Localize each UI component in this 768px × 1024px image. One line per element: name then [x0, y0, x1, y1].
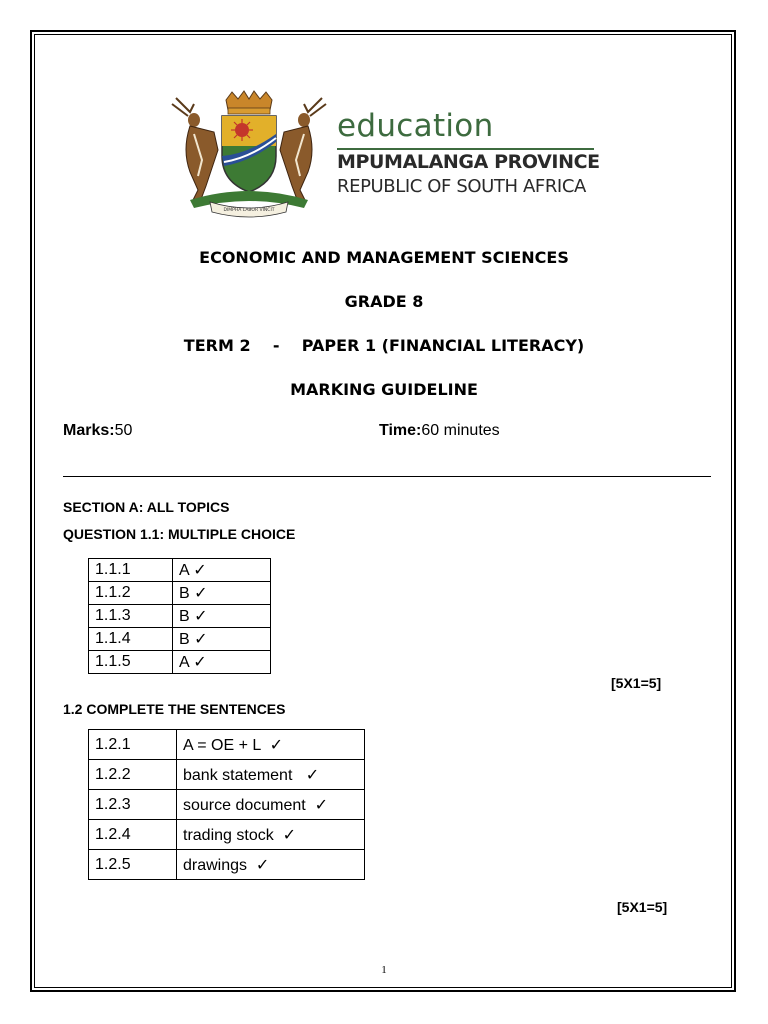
term-dash: - — [272, 336, 280, 355]
term-paper-title — [0, 336, 768, 355]
logo-divider-line — [337, 148, 594, 150]
answer-cell: A ✓ — [173, 651, 271, 674]
answer-cell: A ✓ — [173, 559, 271, 582]
question-number: 1.2.3 — [89, 790, 177, 820]
question-number: 1.2.2 — [89, 760, 177, 790]
question-number: 1.1.5 — [89, 651, 173, 674]
question-number: 1.1.3 — [89, 605, 173, 628]
mpumalanga-coat-of-arms-logo — [168, 90, 330, 218]
answer-cell: source document ✓ — [177, 790, 365, 820]
complete-sentences-answer-table — [88, 729, 365, 880]
province-name: MPUMALANGA PROVINCE — [337, 151, 600, 173]
time-info — [379, 422, 500, 440]
department-name: education — [337, 108, 494, 144]
question-number: 1.1.2 — [89, 582, 173, 605]
marks-value: 50 — [114, 422, 133, 439]
question-number: 1.2.1 — [89, 730, 177, 760]
question-number: 1.1.1 — [89, 559, 173, 582]
answer-cell: B ✓ — [173, 605, 271, 628]
table-row — [89, 730, 365, 760]
multiple-choice-answer-table — [88, 558, 271, 674]
table-row — [89, 790, 365, 820]
answer-cell: trading stock ✓ — [177, 820, 365, 850]
table-row — [89, 651, 271, 674]
answer-cell: bank statement ✓ — [177, 760, 365, 790]
crown-icon — [226, 91, 272, 114]
question-number: 1.2.5 — [89, 850, 177, 880]
grade-title: GRADE 8 — [344, 292, 424, 311]
question-1-1-score: [5X1=5] — [611, 675, 662, 691]
table-row — [89, 820, 365, 850]
marking-guideline-title: MARKING GUIDELINE — [290, 380, 478, 399]
question-number: 1.2.4 — [89, 820, 177, 850]
answer-cell: B ✓ — [173, 628, 271, 651]
term-label: TERM 2 — [183, 336, 251, 355]
marks-label: Marks: — [63, 422, 115, 439]
shield-icon — [222, 116, 276, 192]
answer-cell: drawings ✓ — [177, 850, 365, 880]
question-1-2-title: 1.2 COMPLETE THE SENTENCES — [63, 701, 286, 717]
table-row — [89, 760, 365, 790]
time-label: Time: — [379, 422, 422, 439]
table-row — [89, 628, 271, 651]
question-1-2-score: [5X1=5] — [617, 899, 668, 915]
question-1-1-title: QUESTION 1.1: MULTIPLE CHOICE — [63, 526, 296, 542]
svg-text:DIMPHA LABOR VINCIT: DIMPHA LABOR VINCIT — [223, 208, 275, 213]
page-number: 1 — [381, 964, 387, 976]
subject-title: ECONOMIC AND MANAGEMENT SCIENCES — [199, 248, 569, 267]
table-row — [89, 582, 271, 605]
table-row — [89, 559, 271, 582]
country-name: REPUBLIC OF SOUTH AFRICA — [337, 176, 586, 197]
time-value: 60 minutes — [421, 422, 500, 439]
answer-cell: B ✓ — [173, 582, 271, 605]
motto-ribbon-icon — [190, 191, 308, 217]
horizontal-divider — [63, 476, 711, 477]
marks-info — [63, 422, 132, 440]
table-row — [89, 850, 365, 880]
table-row — [89, 605, 271, 628]
answer-cell: A = OE + L ✓ — [177, 730, 365, 760]
right-antelope-icon — [280, 98, 326, 202]
section-a-title: SECTION A: ALL TOPICS — [63, 499, 230, 515]
paper-label: PAPER 1 (FINANCIAL LITERACY) — [301, 336, 585, 355]
left-antelope-icon — [172, 98, 218, 202]
question-number: 1.1.4 — [89, 628, 173, 651]
